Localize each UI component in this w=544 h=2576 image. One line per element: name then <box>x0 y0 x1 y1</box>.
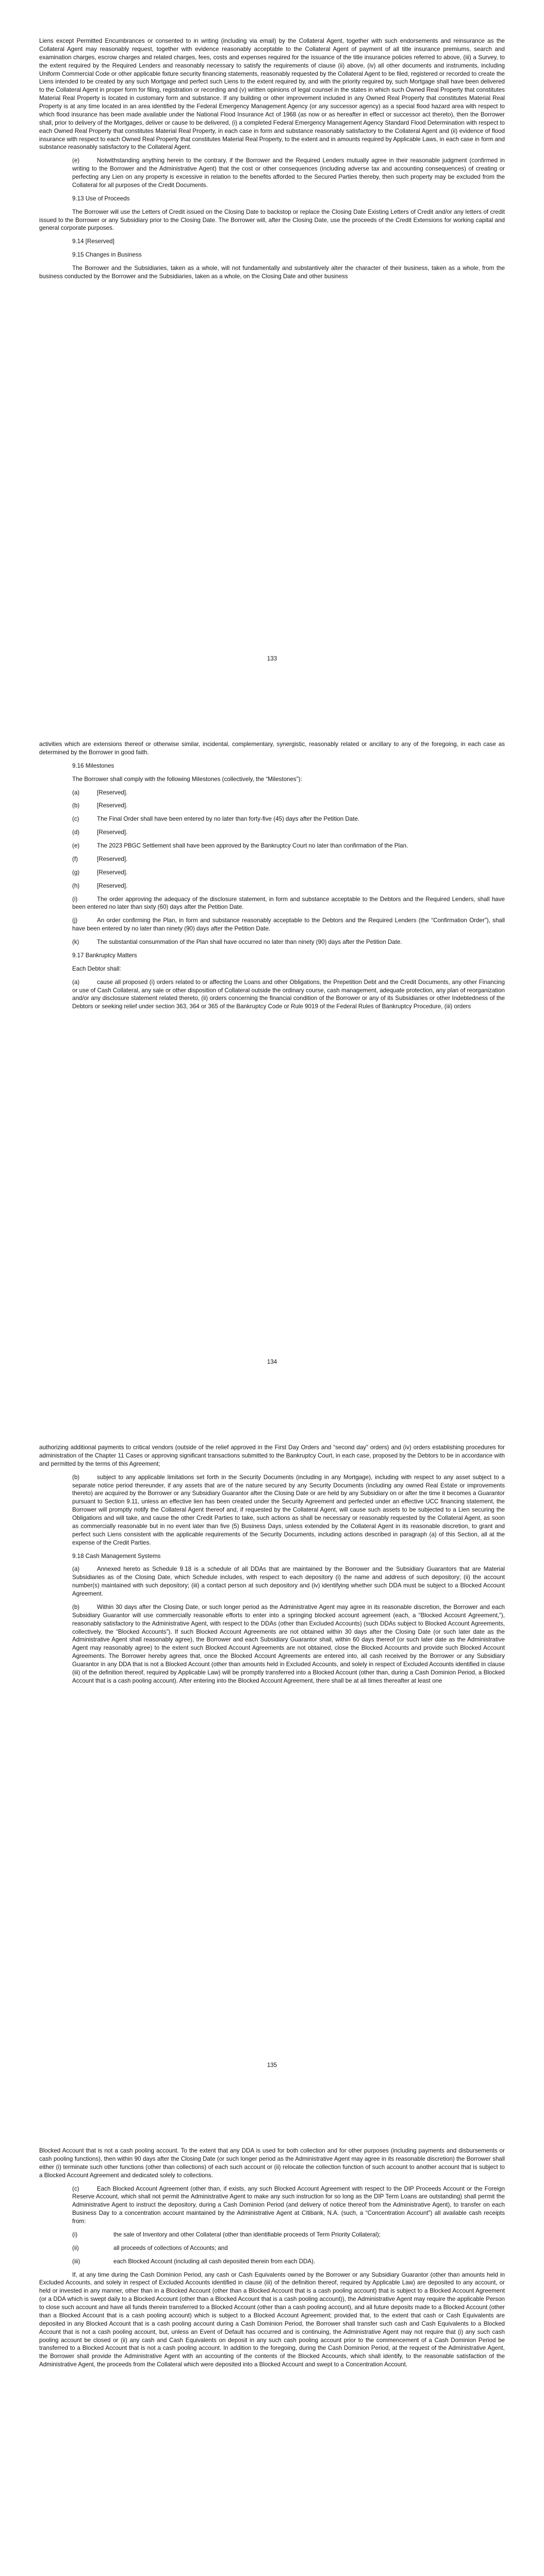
body-paragraph: The Borrower shall comply with the following Milestones (collectively, the “Milestones”): <box>72 775 302 783</box>
clause-label: (b) <box>72 1603 80 1611</box>
clause-text: The order approving the adequacy of the disclosure statement, in form and substance acceptable to the Debtors and the Required Lenders, shall have been entered no later than sixty (60) days after the Petition Date. <box>72 895 505 911</box>
subsection-paragraph <box>39 882 505 890</box>
clause-text: The substantial consummation of the Plan shall have occurred no later than ninety (90) days after the Petition Date. <box>97 939 402 945</box>
clause-text: The 2023 PBGC Settlement shall have been approved by the Bankruptcy Court no later than confirmation of the Plan. <box>97 842 408 849</box>
subsection-paragraph <box>39 157 505 190</box>
roman-clause <box>39 2231 505 2239</box>
subsection-paragraph <box>39 1603 505 1685</box>
section-heading: 9.16 Milestones <box>72 762 114 769</box>
clause-label: (a) <box>72 789 80 796</box>
clause-text: [Reserved]. <box>97 829 128 836</box>
subsection-paragraph <box>39 869 505 877</box>
clause-label: (d) <box>72 829 80 836</box>
clause-text: Within 30 days after the Closing Date, or such longer period as the Administrative Agent may agree in its reasonable discretion, the Borrower and each Subsidiary Guarantor will use commercially reasonable efforts to enter into a springing blocked account agreement (each, a “Blocked Account Agreement,”), reasonably satisfactory to the Administrative Agent, with respect to the DDAs (other than Excluded Accounts) (such DDAs subject to Blocked Account Agreements, collectively, the “Blocked Accounts”). If such Blocked Account Agreements are not obtained within 30 days after the Closing Date (or such later date as the Administrative Agent shall reasonably agree), the Borrower and each Subsidiary Guarantor shall, within 60 days thereof (or such later date as the Administrative Agent may reasonably agree) to the extent such Blocked Account Agreements are not obtained, close the Blocked Accounts and provide such Blocked Account Agreements. The Borrower hereby agrees that, once the Blocked Account Agreements are entered into, all cash received by the Borrower or any Subsidiary Guarantor in any DDA that is not a Blocked Account (other than amounts held in Excluded Accounts, and solely in respect of Excluded Accounts identified in clause (iii) of the definition thereof, required by Applicable Law) will be promptly transferred into a Blocked Account (other than, during a Cash Dominion Period, a Blocked Account that is a cash pooling account). After entering into the Blocked Account Agreement, there shall be at all times thereafter at least one <box>72 1603 505 1684</box>
clause-text: Each Blocked Account Agreement (other than, if exists, any such Blocked Account Agreement with respect to the DIP Proceeds Account or the Foreign Reserve Account, which shall not permit the Administrative Agent to make any such instruction for so long as the DIP Term Loans are outstanding) shall permit the Administrative Agent to instruct the depository, during a Cash Dominion Period (and delivery of notice thereof from the Administrative Agent), to transfer on each Business Day to a concentration account maintained by the Administrative Agent at Citibank, N.A. (such, a “Concentration Account”) all available cash receipts from: <box>72 2185 505 2225</box>
clause-label: (e) <box>72 157 80 164</box>
clause-label: (j) <box>72 917 78 924</box>
clause-text: Notwithstanding anything herein to the contrary, if the Borrower and the Required Lenders mutually agree in their reasonable judgment (confirmed in writing to the Borrower and the Administrative Agent) that the cost or other consequences (including adverse tax and accounting consequences) of creating or perfecting any Lien on any property is excessive in relation to the benefits afforded to the Secured Parties thereby, then such property may be excluded from the Collateral for all purposes of the Credit Documents. <box>72 157 505 189</box>
clause-text: [Reserved]. <box>97 882 128 889</box>
subsection-paragraph <box>39 1565 505 1598</box>
page-body <box>39 37 505 281</box>
clause-label: (e) <box>72 842 80 849</box>
clause-label: (f) <box>72 855 78 862</box>
page-body <box>39 2147 505 2369</box>
section-heading: 9.18 Cash Management Systems <box>72 1552 161 1560</box>
page-body <box>39 1444 505 1685</box>
document-page <box>0 0 544 703</box>
page-number: 134 <box>267 1359 277 1365</box>
body-paragraph: If, at any time during the Cash Dominion Period, any cash or Cash Equivalents owned by the Borrower or any Subsidiary Guarantor (other than amounts held in Excluded Accounts, and solely in respect of Excluded Accounts identified in clause (iii) of the definition thereof, required by Applicable Law) are deposited to any account, or held or invested in any manner, other than in a Blocked Account (other than a Blocked Account that is a cash pooling account) that is subject to a Blocked Account Agreement (or a DDA which is swept daily to a Blocked Account (other than a Blocked Account that is a cash pooling account)), the Administrative Agent may require the applicable Person to close such account and have all funds therein transferred to a Blocked Account (other than a cash pooling account), and all future deposits made to a Blocked Account (other than a Blocked Account that is a cash pooling account) which is subject to a Blocked Account Agreement; provided that, to the extent that cash or Cash Equivalents are deposited in any Blocked Account that is a cash pooling account during a Cash Dominion Period, the Borrower shall transfer such cash and Cash Equivalents to a Blocked Account that is not a cash pooling account, but, unless an Event of Default has occurred and is continuing, the Administrative Agent may not require that (i) any such cash pooling account be closed or (ii) any cash and Cash Equivalents on deposit in any such cash pooling account prior to the commencement of a Cash Dominion Period be transferred to a Blocked Account that is not a cash pooling account. In addition to the foregoing, during the Cash Dominion Period, at the request of the Administrative Agent, the Borrower shall provide the Administrative Agent with an accounting of the contents of the Blocked Accounts, which shall identify, to the reasonable satisfaction of the Administrative Agent, the proceeds from the Collateral which were deposited into a Blocked Account and swept to a Concentration Account. <box>39 2271 505 2368</box>
clause-label: (i) <box>72 895 78 903</box>
clause-label: (g) <box>72 869 80 876</box>
clause-text: [Reserved]. <box>97 869 128 876</box>
clause-label: (iii) <box>72 2258 80 2265</box>
document-page <box>0 2110 544 2576</box>
clause-text: Annexed hereto as Schedule 9.18 is a schedule of all DDAs that are maintained by the Borrower and the Subsidiary Guarantors that are Material Subsidiaries as of the Closing Date, which Schedule includes, with respect to each depository (i) the name and address of such depository; (ii) the account number(s) maintained with such depository; (iii) a contact person at such depository and (iv) identifying whether such DDA must be subject to a Blocked Account Agreement. <box>72 1566 505 1597</box>
section-heading: 9.13 Use of Proceeds <box>72 195 130 202</box>
clause-text: The Final Order shall have been entered by no later than forty-five (45) days after the Petition Date. <box>97 816 360 823</box>
document-page <box>0 1406 544 2110</box>
clause-label: (b) <box>72 1473 80 1481</box>
body-paragraph: The Borrower and the Subsidiaries, taken as a whole, will not fundamentally and substantively alter the character of their business, taken as a whole, from the business conducted by the Borrower and the Subsidiaries, taken as a whole, on the Closing Date and other business <box>39 265 505 280</box>
page-number: 133 <box>267 655 277 662</box>
clause-label: (a) <box>72 978 80 986</box>
subsection-paragraph <box>39 2185 505 2226</box>
subsection-paragraph <box>39 938 505 946</box>
continued-paragraph: Blocked Account that is not a cash pooling account. To the extent that any DDA is used for both collection and for other purposes (including payments and disbursements or cash pooling functions), then within 90 days after the Closing Date (or such longer period as the Administrative Agent may agree in its reasonable discretion) the Borrower shall either (i) terminate such other functions (other than collections) of each such account or (ii) relocate the collection function of such account to another account that is subject to a Blocked Account Agreement and dedicated solely to collections. <box>39 2147 505 2179</box>
subsection-paragraph <box>39 855 505 863</box>
subsection-paragraph <box>39 828 505 837</box>
clause-label: (c) <box>72 2185 79 2192</box>
clause-text: each Blocked Account (including all cash deposited therein from each DDA). <box>113 2258 316 2265</box>
roman-clause <box>39 2258 505 2266</box>
page-number: 135 <box>267 2062 277 2069</box>
clause-label: (c) <box>72 816 79 823</box>
clause-label: (k) <box>72 939 79 945</box>
clause-text: cause all proposed (i) orders related to or affecting the Loans and other Obligations, the Prepetition Debt and the Credit Documents, any other Financing or use of Cash Collateral, any sale or other disposition of Collateral outside the ordinary course, cash management, adequate protection, any plan of reorganization and/or any disclosure statement related thereto, (ii) orders concerning the financial condition of the Borrower or any of its Subsidiaries or other Indebtedness of the Debtors or seeking relief under section 363, 364 or 365 of the Bankruptcy Code or Rule 9019 of the Federal Rules of Bankruptcy Procedure, (iii) orders <box>72 978 505 1010</box>
page-body <box>39 740 505 1011</box>
body-paragraph: The Borrower will use the Letters of Credit issued on the Closing Date to backstop or replace the Closing Date Existing Letters of Credit and/or any letters of credit issued to the Borrower or any Subsidiary prior to the Closing Date. The Borrower will, after the Closing Date, use the proceeds of the Credit Extensions for working capital and general corporate purposes. <box>39 208 505 232</box>
clause-text: [Reserved]. <box>97 802 128 809</box>
clause-label: (b) <box>72 802 80 809</box>
subsection-paragraph <box>39 802 505 810</box>
clause-text: [Reserved]. <box>97 789 128 796</box>
clause-label: (h) <box>72 882 80 889</box>
clause-label: (a) <box>72 1566 80 1573</box>
clause-text: [Reserved]. <box>97 855 128 862</box>
continued-paragraph: authorizing additional payments to critical vendors (outside of the relief approved in the First Day Orders and “second day” orders) and (iv) orders establishing procedures for administration of the Chapter 11 Cases or approving significant transactions submitted to the Bankruptcy Court, in each case, proposed by the Debtors to be in accordance with and permitted by the terms of this Agreement; <box>39 1444 505 1467</box>
clause-text: An order confirming the Plan, in form and substance reasonably acceptable to the Debtors and the Required Lenders (the “Confirmation Order”), shall have been entered by no later than ninety (90) days after the Petition Date. <box>72 917 505 933</box>
clause-text: subject to any applicable limitations set forth in the Security Documents (including in any Mortgage), including with respect to any asset subject to a separate notice period thereunder, if any assets that are of the nature secured by any Security Documents (including any owned Real Estate or improvements thereto) are acquired by the Borrower or any Subsidiary Guarantor after the Closing Date or are held by any Subsidiary on or after the time it becomes a Guarantor pursuant to Section 9.11, unless an effective lien has been created under the Security Agreement and perfected under an effective UCC financing statement, the Borrower will promptly notify the Collateral Agent thereof and, if requested by the Collateral Agent, will cause such assets to be subjected to a Lien securing the Obligations and will take, and cause the other Credit Parties to take, such actions as shall be necessary or reasonably requested by the Collateral Agent, as soon as commercially reasonable but in no event later than five (5) Business Days, unless extended by the Collateral Agent in its reasonable discretion, to grant and perfect such Liens consistent with the applicable requirements of the Security Documents, including actions described in paragraph (a) of this Section, all at the expense of the Credit Parties. <box>72 1473 505 1546</box>
subsection-paragraph <box>39 895 505 912</box>
subsection-paragraph <box>39 978 505 1011</box>
continued-paragraph: activities which are extensions thereof or otherwise similar, incidental, complementary, synergistic, reasonably related or ancillary to any of the foregoing, in each case as determined by the Borrower in good faith. <box>39 741 505 756</box>
section-heading: 9.15 Changes in Business <box>72 251 142 259</box>
body-paragraph: Each Debtor shall: <box>72 965 121 972</box>
roman-clause <box>39 2244 505 2252</box>
subsection-paragraph <box>39 1473 505 1547</box>
subsection-paragraph <box>39 842 505 850</box>
subsection-paragraph <box>39 789 505 797</box>
document-page <box>0 703 544 1406</box>
subsection-paragraph <box>39 917 505 933</box>
clause-text: all proceeds of collections of Accounts; and <box>113 2244 228 2251</box>
subsection-paragraph <box>39 815 505 823</box>
continued-paragraph: Liens except Permitted Encumbrances or consented to in writing (including via email) by the Collateral Agent, together with such endorsements and reinsurance as the Collateral Agent may reasonably request, together with evidence reasonably acceptable to the Collateral Agent of payment of all title insurance premiums, search and examination charges, escrow charges and related charges, fees, costs and expenses required for the issuance of the title insurance policies referred to above, (iii) a Survey, to the extent required by the Required Lenders and reasonably necessary to satisfy the requirements of clause (ii) above, (iv) all other documents and instruments, including Uniform Commercial Code or other applicable fixture security financing statements, reasonably requested by the Collateral Agent to be filed, registered or recorded to create the Liens intended to be created by any such Mortgage and perfect such Liens to the extent required by, and with the priority required by, such Mortgage shall have been delivered to the Collateral Agent in proper form for filing, registration or recording and (v) written opinions of legal counsel in the states in which such Owned Real Property that constitutes Material Real Property is located in customary form and substance. If any building or other improvement included in any Owned Real Property that constitutes Material Real Property is at any time located in an area identified by the Federal Emergency Management Agency (or any successor agency) as a special flood hazard area with respect to which flood insurance has been made available under the National Flood Insurance Act of 1968 (as now or as hereafter in effect or successor act thereto), then the Borrower shall, prior to delivery of the Mortgages, deliver or cause to be delivered, (i) a completed Federal Emergency Management Agency Standard Flood Determination with respect to each Owned Real Property that constitutes Material Real Property, in each case in form and substance reasonably satisfactory to the Collateral Agent and (ii) evidence of flood insurance with respect to each Owned Real Property that constitutes Material Real Property, to the extent and in amounts required by Applicable Laws, in each case in form and substance reasonably satisfactory to the Collateral Agent. <box>39 38 505 151</box>
clause-label: (ii) <box>72 2244 79 2251</box>
clause-label: (i) <box>72 2231 78 2238</box>
clause-text: the sale of Inventory and other Collateral (other than identifiable proceeds of Term Priority Collateral); <box>113 2231 381 2238</box>
section-heading: 9.17 Bankruptcy Matters <box>72 952 137 959</box>
section-heading: 9.14 [Reserved] <box>72 238 114 245</box>
